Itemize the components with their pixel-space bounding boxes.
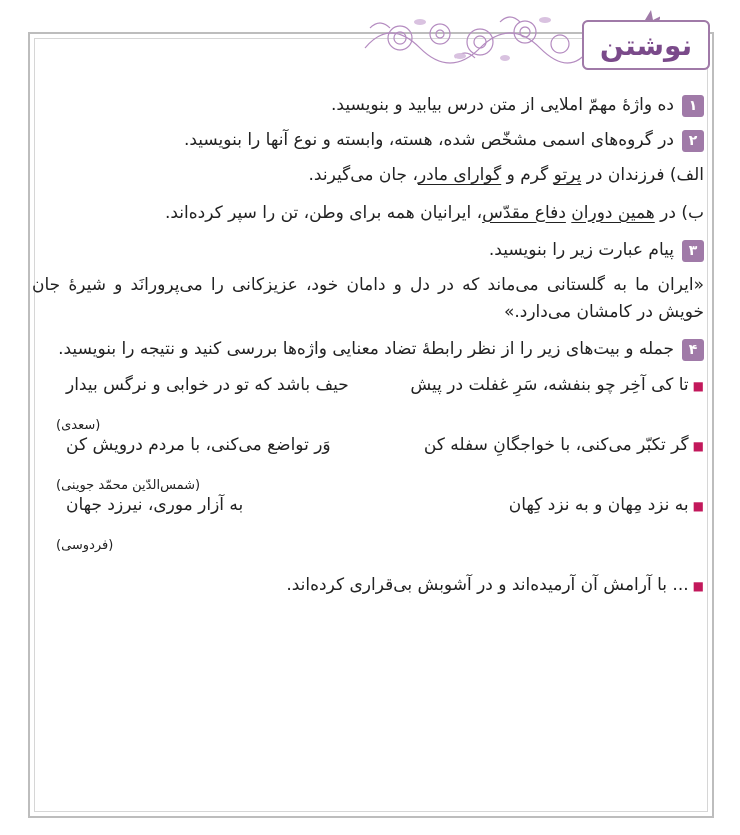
sentence-text: ... با آرامش آن آرمیده‌اند و در آشوبش بی‌قراری کرده‌اند. xyxy=(286,574,689,595)
question-2 xyxy=(32,127,704,154)
verse-3 xyxy=(32,492,704,552)
verse-2 xyxy=(32,432,704,492)
underlined-phrase: گوارای مادر xyxy=(417,165,502,186)
poet-name: (فردوسی) xyxy=(56,537,114,553)
question-number: ۲ xyxy=(682,130,704,152)
bullet-icon: ■ xyxy=(692,498,704,513)
section-title-tab xyxy=(582,20,710,70)
verse-hemistich-2: وَر تواضع می‌کنی، با مردم درویش کن xyxy=(66,434,331,455)
verse-text: گر تکبّر می‌کنی، با خواجگانِ سفله کن xyxy=(423,434,689,455)
sub-text: ، جان می‌گیرند. xyxy=(308,165,418,186)
question-number: ۳ xyxy=(682,240,704,262)
bullet-icon: ■ xyxy=(692,438,704,453)
question-text: پیام عبارت زیر را بنویسید. xyxy=(488,239,674,260)
underlined-phrase: همین دوران xyxy=(571,202,655,223)
poet-name: (شمس‌الدّین محمّد جوینی) xyxy=(56,477,201,493)
bullet-icon: ■ xyxy=(692,378,704,393)
poet-name: (سعدی) xyxy=(56,417,101,433)
verse-hemistich-1 xyxy=(509,492,704,519)
section-title: نوشتن xyxy=(599,28,693,62)
sub-text: الف) فرزندان در xyxy=(581,165,704,186)
verse-hemistich-1 xyxy=(410,372,704,399)
exercise-content xyxy=(32,92,704,599)
underlined-phrase: پرتو xyxy=(553,165,582,186)
question-3 xyxy=(32,237,704,264)
question-4 xyxy=(32,336,704,363)
sub-text: گرم و xyxy=(501,165,554,186)
question-number: ۴ xyxy=(682,339,704,361)
sub-text: ، ایرانیان همه برای وطن، تن را سپر کرده‌اند. xyxy=(164,202,483,223)
question-1 xyxy=(32,92,704,119)
question-text: در گروه‌های اسمی مشخّص شده، هسته، وابسته و نوع آنها را بنویسید. xyxy=(183,130,674,151)
underlined-phrase: دفاع مقدّس xyxy=(482,202,566,223)
verse-hemistich-2: حیف باشد که تو در خوابی و نرگس بیدار xyxy=(66,374,349,395)
verse-hemistich-2: به آزار موری، نیرزد جهان xyxy=(66,494,244,515)
question-text: جمله و بیت‌های زیر را از نظر رابطهٔ تضاد معنایی واژه‌ها بررسی کنید و نتیجه را بنویسید. xyxy=(58,339,674,360)
sub-question-b xyxy=(32,200,704,227)
verse-1 xyxy=(32,372,704,432)
last-sentence xyxy=(32,572,704,599)
verse-text: تا کی آخِر چو بنفشه، سَرِ غفلت در پیش xyxy=(410,374,689,395)
quoted-passage: «ایران ما به گلستانی می‌ماند که در دل و دامان خود، عزیزکانی را می‌پرورانَد و شیرهٔ جان خویش در کامشان می‌دارد.» xyxy=(32,274,704,323)
verse-text: به نزد مِهان و به نزد کِهان xyxy=(508,494,689,515)
sub-question-a xyxy=(32,162,704,189)
question-text: ده واژهٔ مهمّ املایی از متن درس بیابید و بنویسید. xyxy=(331,95,674,115)
bullet-icon: ■ xyxy=(692,578,704,593)
verse-hemistich-1 xyxy=(424,432,704,459)
sub-text: ب) در xyxy=(654,202,704,223)
question-number: ۱ xyxy=(682,95,704,117)
